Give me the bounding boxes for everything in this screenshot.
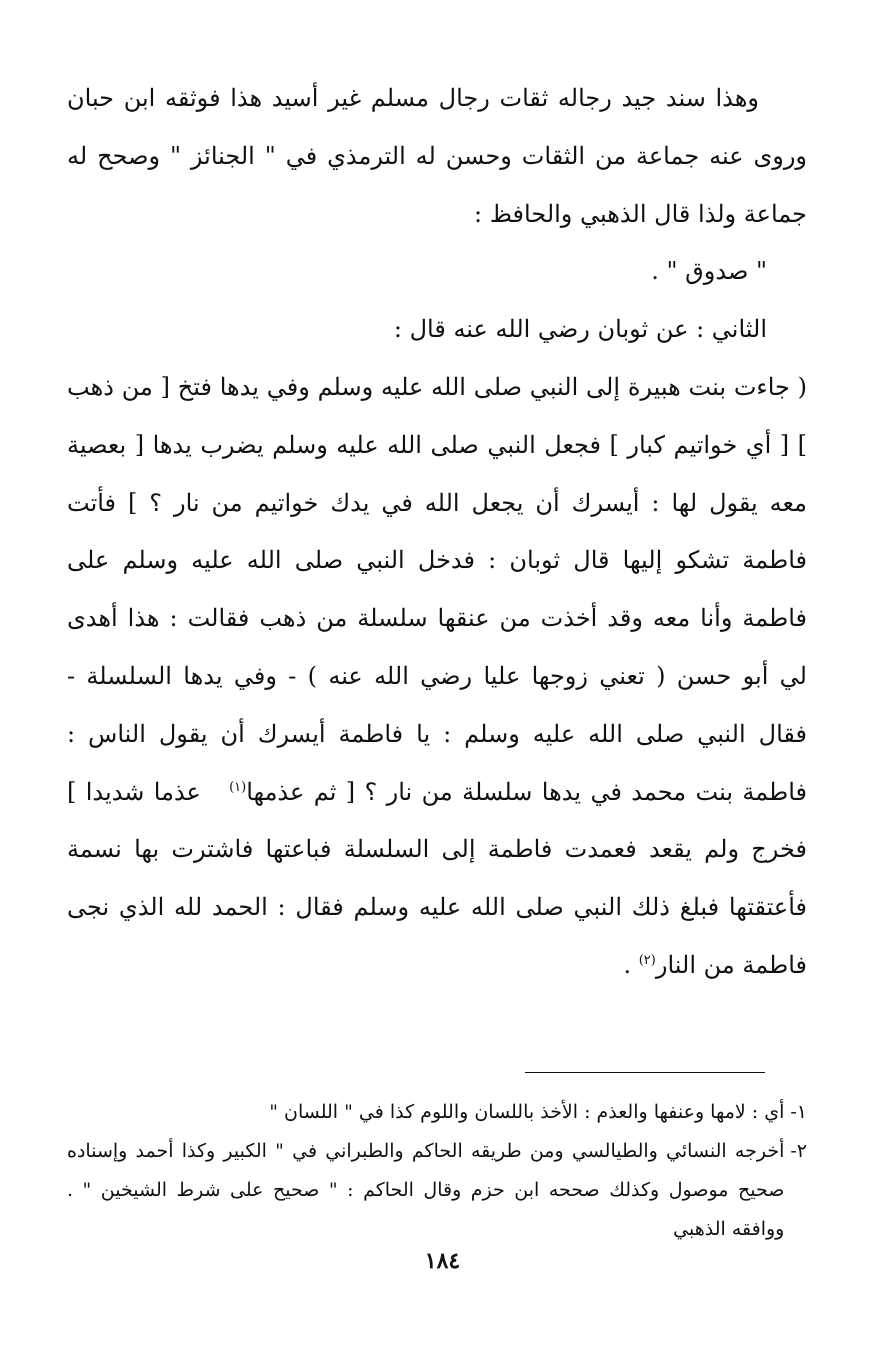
footnote-2 bbox=[67, 1132, 807, 1249]
main-text bbox=[67, 70, 807, 995]
footnote-ref-2[interactable]: (٢) bbox=[638, 952, 656, 968]
footnote-text: أي : لامها وعنفها والعذم : الأخذ باللسان واللوم كذا في " اللسان " bbox=[269, 1101, 785, 1123]
footnote-ref-1[interactable]: (١) bbox=[229, 779, 247, 795]
footnote-divider bbox=[525, 1072, 765, 1073]
section-heading-second: الثاني : عن ثوبان رضي الله عنه قال : bbox=[393, 315, 767, 344]
page-number: ١٨٤ bbox=[424, 1248, 461, 1274]
footnote-1 bbox=[67, 1093, 807, 1132]
paragraph-isnad: وهذا سند جيد رجاله ثقات رجال مسلم غير أسيد هذا فوثقه ابن حبان وروى عنه جماعة من الثقات وحسن له الترمذي في " الجنائز " وصحح له جماعة ولذا قال الذهبي والحافظ : bbox=[67, 84, 808, 228]
hadith-paragraph bbox=[67, 359, 807, 995]
hadith-end: . bbox=[623, 950, 639, 979]
quote-saduq: " صدوق " . bbox=[651, 257, 767, 286]
hadith-text-part2: عذما شديدا ] فخرج ولم يقعد فعمدت فاطمة إلى السلسلة فباعتها فاشترت بها نسمة فأعتقتها فبلغ ذلك النبي صلى الله عليه وسلم فقال : الحمد لله الذي نجى فاطمة من النار bbox=[67, 777, 807, 979]
footnote-number: ١- bbox=[790, 1101, 807, 1123]
hadith-text-part1: ( جاءت بنت هبيرة إلى النبي صلى الله عليه وسلم وفي يدها فتخ [ من ذهب ] [ أي خواتيم كبار ] فجعل النبي صلى الله عليه وسلم يضرب يدها [ بعصية معه يقول لها : أيسرك أن يجعل الله في يدك خواتيم من نار ؟ ] فأتت فاطمة تشكو إليها قال ثوبان : فدخل النبي صلى الله عليه وسلم على فاطمة وأنا معه وقد أخذت من عنقها سلسلة من ذهب فقالت : هذا أهدى لي أبو حسن ( تعني زوجها عليا رضي الله عنه ) - وفي يدها السلسلة - فقال النبي صلى الله عليه وسلم : يا فاطمة أيسرك أن يقول الناس : فاطمة بنت محمد في يدها سلسلة من نار ؟ [ ثم عذمها bbox=[67, 372, 808, 806]
footnote-number: ٢- bbox=[790, 1140, 807, 1162]
footnotes-section bbox=[67, 1093, 807, 1249]
footnote-text: أخرجه النسائي والطيالسي ومن طريقه الحاكم والطبراني في " الكبير وكذا أحمد وإسناده صحيح موصول وكذلك صححه ابن حزم وقال الحاكم : " صحيح على شرط الشيخين " . ووافقه الذهبي bbox=[67, 1140, 785, 1240]
